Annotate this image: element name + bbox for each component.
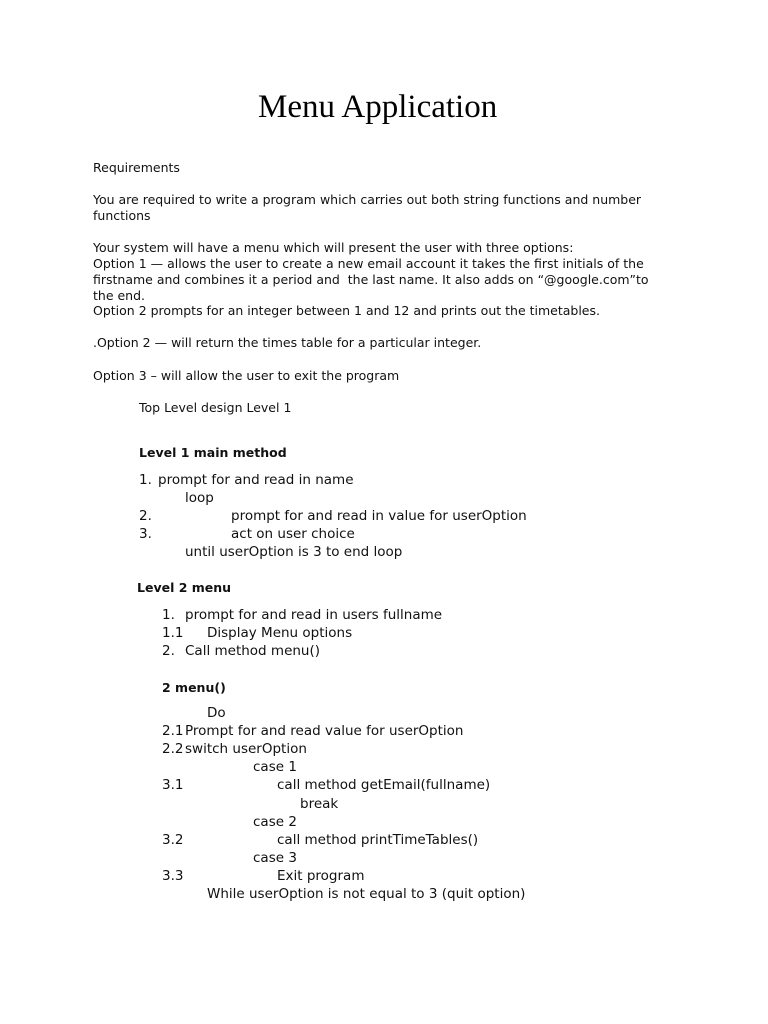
intro-line-2: functions: [93, 208, 151, 223]
system-line-5: Option 2 prompts for an integer between 1 and 12 and prints out the timetables.: [93, 303, 600, 318]
level1-step-num: 1.: [139, 472, 152, 488]
menu-line-num: 3.1: [162, 777, 184, 793]
level2-step-num: 1.1: [162, 625, 184, 641]
menu-line-text: case 3: [253, 850, 297, 866]
level1-step-num: 2.: [139, 508, 152, 524]
menu-line-text: call method printTimeTables(): [277, 832, 479, 848]
level2-step-text: Call method menu(): [185, 643, 321, 659]
menu-line-text: Exit program: [277, 868, 365, 884]
menu-line-text: switch userOption: [185, 741, 307, 757]
option2-line: .Option 2 — will return the times table for a particular integer.: [93, 335, 482, 350]
menu-line-text: call method getEmail(fullname): [277, 777, 491, 793]
system-line-3: firstname and combines it a period and the last name. It also adds on “@google.com”to: [93, 272, 649, 287]
intro-line-1: You are required to write a program which carries out both string functions and number: [93, 192, 642, 207]
level1-step-text: prompt for and read in name: [158, 472, 354, 488]
menu-line-text: Do: [207, 705, 226, 721]
level1-step-text: act on user choice: [231, 526, 355, 542]
system-line-4: the end.: [93, 288, 146, 303]
level2-step-text: Display Menu options: [207, 625, 353, 641]
menu-line-text: break: [300, 796, 339, 812]
level1-step-num: 3.: [139, 526, 152, 542]
option3-line: Option 3 – will allow the user to exit the program: [93, 368, 400, 383]
system-line-2: Option 1 — allows the user to create a new email account it takes the first initials of the: [93, 256, 644, 271]
menu-line-text: case 2: [253, 814, 297, 830]
level1-heading: Level 1 main method: [139, 445, 287, 460]
menu-line-num: 2.2: [162, 741, 184, 757]
menu-line-num: 3.2: [162, 832, 184, 848]
level2-step-num: 1.: [162, 607, 175, 623]
level2-step-text: prompt for and read in users fullname: [185, 607, 443, 623]
level1-step-text: loop: [185, 490, 214, 506]
menu-method-heading: 2 menu(): [162, 680, 226, 695]
level2-heading: Level 2 menu: [137, 580, 232, 595]
requirements-heading: Requirements: [93, 160, 180, 175]
menu-line-num: 3.3: [162, 868, 184, 884]
menu-line-text: Prompt for and read value for userOption: [185, 723, 464, 739]
menu-line-num: 2.1: [162, 723, 184, 739]
system-line-1: Your system will have a menu which will present the user with three options:: [93, 240, 574, 255]
level1-step-text: until userOption is 3 to end loop: [185, 544, 403, 560]
level2-step-num: 2.: [162, 643, 175, 659]
menu-line-text: case 1: [253, 759, 297, 775]
top-level-design: Top Level design Level 1: [139, 400, 292, 415]
menu-line-text: While userOption is not equal to 3 (quit option): [207, 886, 526, 902]
page-title: Menu Application: [258, 89, 498, 125]
level1-step-text: prompt for and read in value for userOption: [231, 508, 527, 524]
